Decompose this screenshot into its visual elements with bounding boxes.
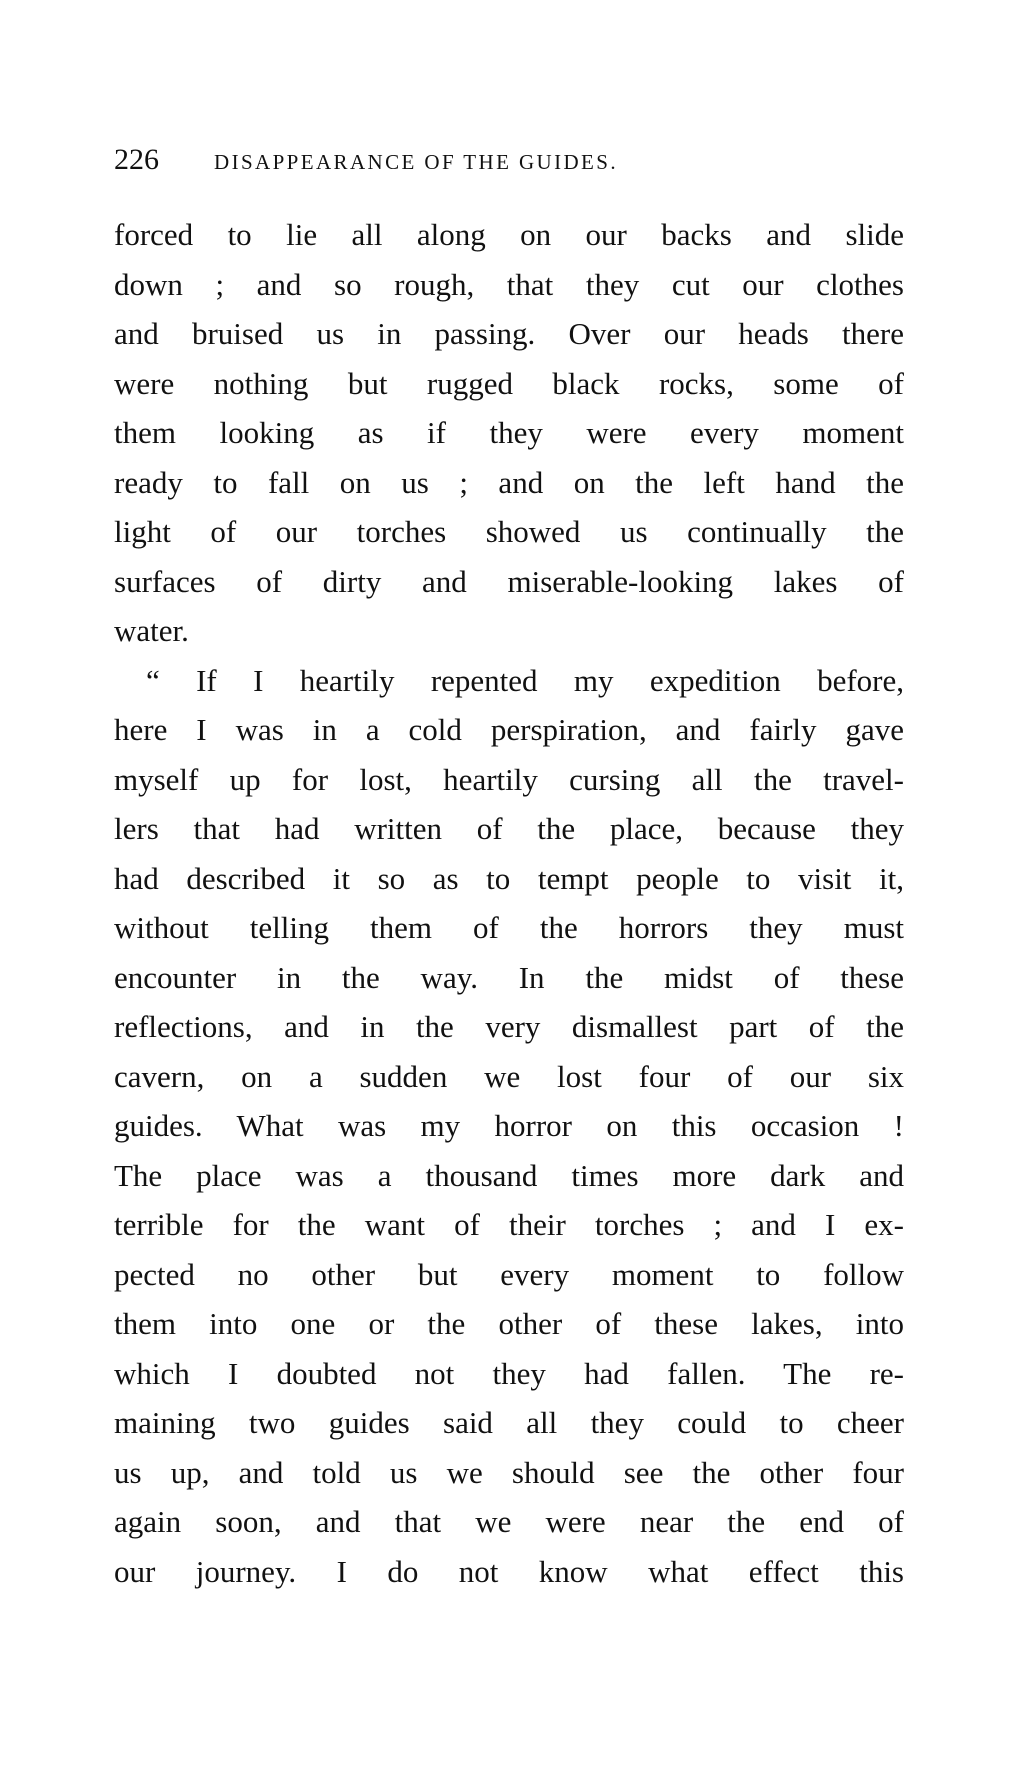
text-line: had described it so as to tempt people to visit it, xyxy=(114,860,904,896)
page-number: 226 xyxy=(114,143,159,176)
text-line: myself up for lost, heartily cursing all the travel- xyxy=(114,761,904,797)
text-line: pected no other but every moment to follow xyxy=(114,1256,904,1292)
text-line: light of our torches showed us continually the xyxy=(114,514,904,549)
text-line: which I doubted not they had fallen. The re- xyxy=(114,1355,904,1391)
text-line: The place was a thousand times more dark and xyxy=(114,1157,904,1193)
text-line: reflections, and in the very dismallest part of the xyxy=(114,1009,904,1044)
text-line: cavern, on a sudden we lost four of our six xyxy=(114,1058,904,1094)
text-line: them into one or the other of these lakes, into xyxy=(114,1306,904,1341)
text-line: ready to fall on us ; and on the left hand the xyxy=(114,464,904,500)
running-title: DISAPPEARANCE OF THE GUIDES. xyxy=(214,150,619,174)
text-line: and bruised us in passing. Over our heads there xyxy=(114,316,904,351)
running-head xyxy=(114,140,914,180)
text-line: terrible for the want of their torches ; and I ex- xyxy=(114,1207,904,1242)
text-line: our journey. I do not know what effect this xyxy=(114,1553,904,1589)
text-line: guides. What was my horror on this occasion ! xyxy=(114,1108,904,1143)
text-line: encounter in the way. In the midst of these xyxy=(114,959,904,995)
text-line: lers that had written of the place, because they xyxy=(114,811,904,846)
text-line: surfaces of dirty and miserable-looking lakes of xyxy=(114,563,904,599)
paragraph-start-line: “ If I heartily repented my expedition before, xyxy=(146,662,904,698)
text-line: here I was in a cold perspiration, and fairly gave xyxy=(114,712,904,747)
text-line: down ; and so rough, that they cut our clothes xyxy=(114,266,904,302)
paragraph-end-line: water. xyxy=(114,613,189,648)
text-line: again soon, and that we were near the end of xyxy=(114,1504,904,1539)
text-line: without telling them of the horrors they must xyxy=(114,910,904,945)
text-line: were nothing but rugged black rocks, some of xyxy=(114,365,904,401)
text-line: forced to lie all along on our backs and slide xyxy=(114,217,904,252)
text-line: us up, and told us we should see the other four xyxy=(114,1454,904,1490)
text-line: maining two guides said all they could to cheer xyxy=(114,1405,904,1440)
text-line: them looking as if they were every moment xyxy=(114,415,904,450)
body-text xyxy=(114,210,904,1596)
